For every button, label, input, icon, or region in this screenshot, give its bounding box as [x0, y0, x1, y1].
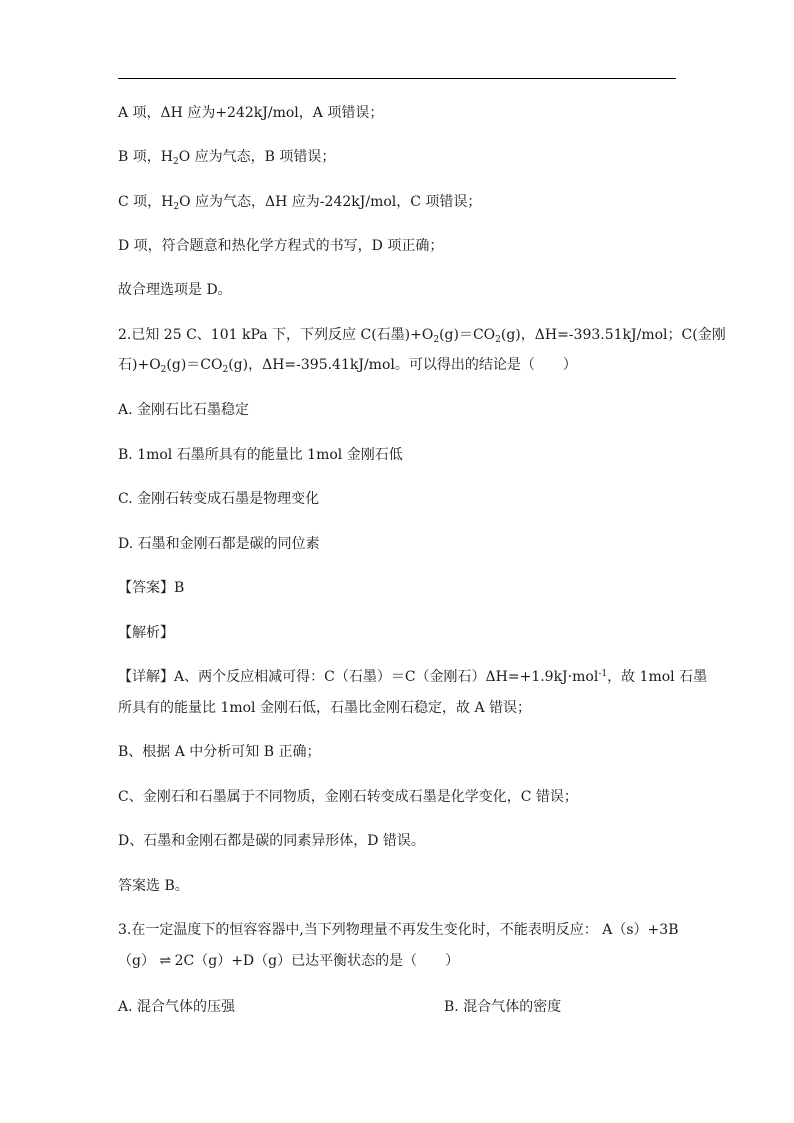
analysis-line-c: C 项，$H_2O$ 应为气态，ΔH 应为-242kJ/mol，C 项错误； [118, 194, 482, 212]
question-3-stem-line-2: （g） ⇌ 2C（g）+D（g）已达平衡状态的是（ ） [118, 953, 460, 969]
question-2-detail-line-5: D、石墨和金刚石都是碳的同素异形体，D 错误。 [118, 833, 425, 849]
question-3-option-a: A. 混合气体的压强 [118, 999, 236, 1015]
question-2-detail-line-1: 【详解】A、两个反应相减可得：C（石墨）＝C（金刚石）ΔH=+1.9kJ·mol$^{-1}$，故 1mol 石墨 [118, 669, 708, 685]
question-2-option-a: A. 金刚石比石墨稳定 [118, 402, 250, 418]
analysis-conclusion: 故合理选项是 D。 [118, 282, 232, 298]
header-rule [118, 78, 676, 79]
question-2-option-b: B. 1mol 石墨所具有的能量比 1mol 金刚石低 [118, 447, 403, 463]
question-2-detail-line-4: C、金刚石和石墨属于不同物质，金刚石转变成石墨是化学变化，C 错误； [118, 789, 578, 805]
question-2-detail-line-2: 所具有的能量比 1mol 金刚石低，石墨比金刚石稳定，故 A 错误； [118, 700, 531, 716]
question-2-answer: 【答案】B [118, 580, 185, 596]
question-3-stem-line-1: 3.在一定温度下的恒容容器中,当下列物理量不再发生变化时，不能表明反应： A（s）+3B [118, 922, 679, 938]
question-3-option-b: B. 混合气体的密度 [444, 999, 562, 1015]
question-2-option-c: C. 金刚石转变成石墨是物理变化 [118, 491, 320, 507]
analysis-line-a: A 项，ΔH 应为+242kJ/mol，A 项错误； [118, 105, 384, 121]
question-2-stem-line-2: 石)$+O_2(g)=CO_2(g)$，ΔH=-395.41kJ/mol。可以得出的结论是（ ） [118, 357, 577, 375]
question-2-detail-line-3: B、根据 A 中分析可知 B 正确； [118, 744, 321, 760]
question-2-option-d: D. 石墨和金刚石都是碳的同位素 [118, 536, 320, 552]
question-2-conclusion: 答案选 B。 [118, 878, 189, 894]
equilibrium-arrow-icon: ⇌ [159, 953, 171, 969]
question-2-stem-line-1: 2.已知 25 C、101 kPa 下，下列反应 C(石墨)$+O_2(g)=CO_2(g)$，ΔH=-393.51kJ/mol；C(金刚 [118, 327, 726, 345]
analysis-line-d: D 项，符合题意和热化学方程式的书写，D 项正确； [118, 238, 444, 254]
analysis-line-b: B 项，$H_2O$ 应为气态，B 项错误； [118, 149, 336, 167]
question-2-analysis-heading: 【解析】 [118, 625, 174, 641]
